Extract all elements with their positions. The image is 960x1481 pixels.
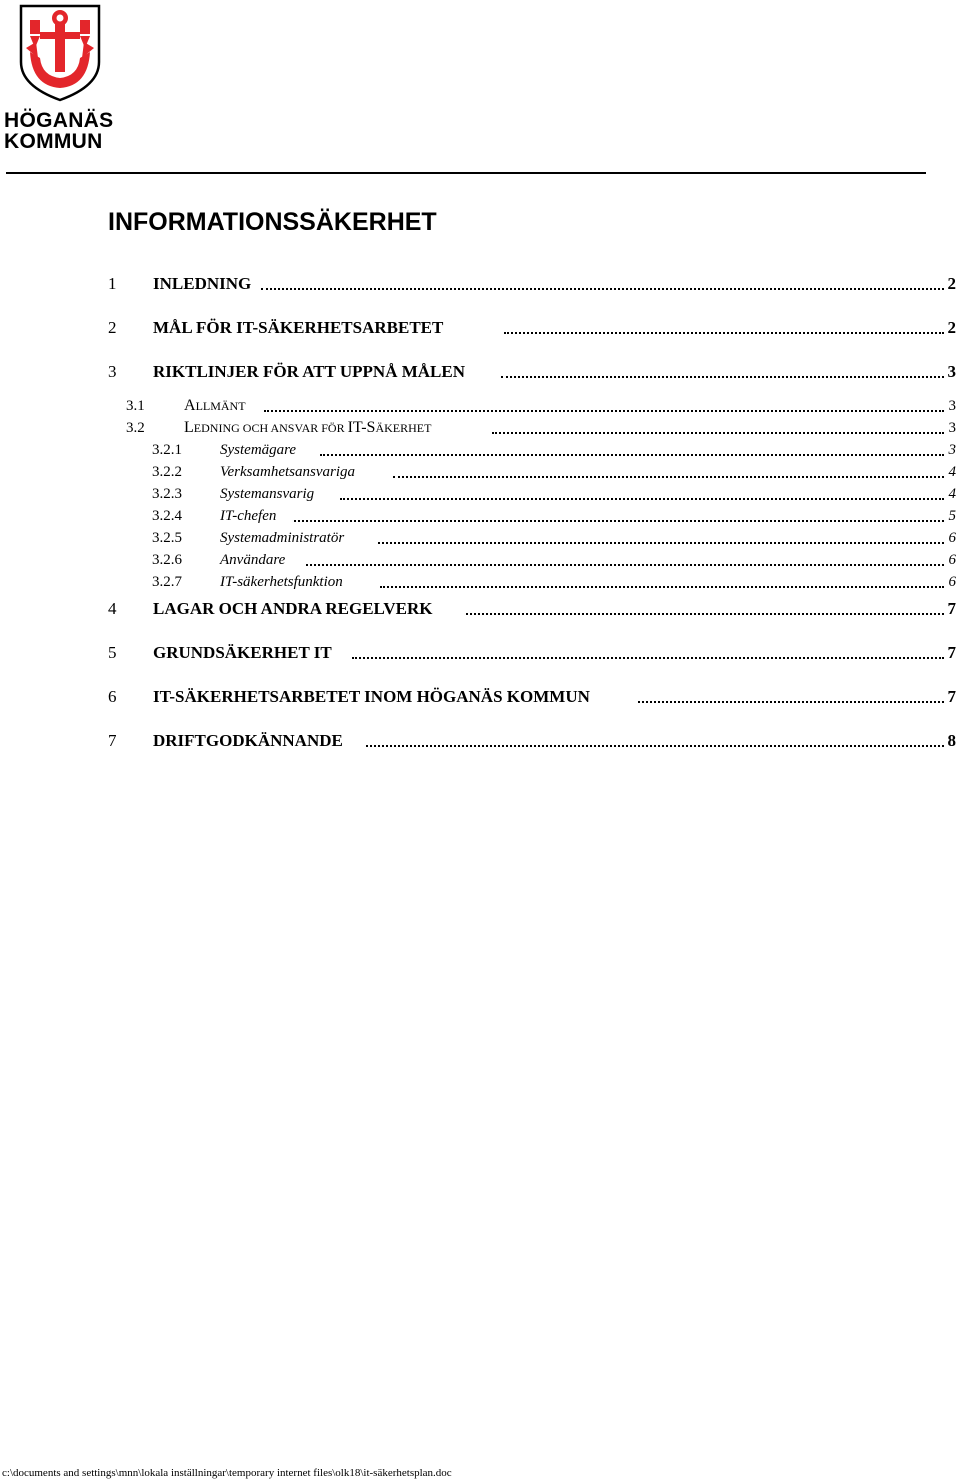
toc-page: 7 xyxy=(947,643,956,662)
toc-leader xyxy=(638,701,944,703)
toc-page: 2 xyxy=(947,318,956,337)
toc-page: 3 xyxy=(948,442,956,458)
toc-number: 3.2 xyxy=(126,420,145,436)
toc-leader xyxy=(320,454,944,456)
toc-number: 7 xyxy=(108,731,117,750)
toc-page: 8 xyxy=(947,731,956,750)
toc-entry[interactable] xyxy=(108,484,956,504)
toc-leader xyxy=(261,288,944,290)
toc-entry[interactable] xyxy=(108,362,956,382)
toc-page: 6 xyxy=(948,574,956,590)
toc-number: 3.2.2 xyxy=(152,464,182,480)
toc-label: LAGAR OCH ANDRA REGELVERK xyxy=(153,599,433,618)
toc-page: 7 xyxy=(947,687,956,706)
toc-number: 3.2.1 xyxy=(152,442,182,458)
toc-entry[interactable] xyxy=(108,572,956,592)
toc-entry[interactable] xyxy=(108,318,956,338)
toc-label: INLEDNING xyxy=(153,274,252,293)
toc-number: 6 xyxy=(108,687,117,706)
footer-file-path: c:\documents and settings\mnn\lokala inställningar\temporary internet files\olk18\it-säkerhetsplan.doc xyxy=(2,1467,452,1479)
toc-label: Systemansvarig xyxy=(220,486,315,502)
toc-entry[interactable] xyxy=(108,274,956,294)
toc-number: 3.2.5 xyxy=(152,530,182,546)
toc-label: MÅL FÖR IT-SÄKERHETSARBETET xyxy=(153,318,444,337)
toc-leader xyxy=(378,542,944,544)
toc-leader xyxy=(501,376,944,378)
toc-number: 4 xyxy=(108,599,117,618)
toc-entry[interactable] xyxy=(108,462,956,482)
toc-page: 5 xyxy=(948,508,956,524)
toc-number: 2 xyxy=(108,318,117,337)
toc-entry[interactable] xyxy=(108,731,956,751)
toc-number: 3 xyxy=(108,362,117,381)
toc-page: 3 xyxy=(948,398,956,414)
toc-leader xyxy=(366,745,944,747)
toc-label: GRUNDSÄKERHET IT xyxy=(153,643,332,662)
toc-page: 3 xyxy=(947,362,956,381)
toc-leader xyxy=(306,564,944,566)
toc-leader xyxy=(492,432,944,434)
toc-label: Systemadministratör xyxy=(220,530,345,546)
toc-leader xyxy=(294,520,944,522)
toc-entry[interactable] xyxy=(108,418,956,438)
toc-page: 7 xyxy=(947,599,956,618)
toc-page: 4 xyxy=(948,464,956,480)
toc-number: 3.1 xyxy=(126,398,145,414)
toc-entry[interactable] xyxy=(108,506,956,526)
toc-label: RIKTLINJER FÖR ATT UPPNÅ MÅLEN xyxy=(153,362,466,381)
toc-label: LEDNING OCH ANSVAR FÖR IT-SÄKERHET xyxy=(184,419,432,436)
toc-leader xyxy=(264,410,944,412)
toc-entry[interactable] xyxy=(108,599,956,619)
toc-entry[interactable] xyxy=(108,440,956,460)
toc-number: 3.2.6 xyxy=(152,552,182,568)
hoganas-kommun-logo xyxy=(4,2,116,158)
toc-label: IT-chefen xyxy=(220,508,277,524)
toc-label: ALLMÄNT xyxy=(184,397,246,414)
toc-entry[interactable] xyxy=(108,396,956,416)
toc-leader xyxy=(340,498,944,500)
logo-line-1: HÖGANÄS xyxy=(4,109,114,132)
toc-entry[interactable] xyxy=(108,528,956,548)
header-divider xyxy=(6,172,926,174)
toc-leader xyxy=(504,332,944,334)
toc-label: DRIFTGODKÄNNANDE xyxy=(153,731,343,750)
toc-label: Användare xyxy=(220,552,286,568)
toc-page: 2 xyxy=(947,274,956,293)
toc-leader xyxy=(393,476,944,478)
toc-page: 6 xyxy=(948,530,956,546)
toc-number: 3.2.3 xyxy=(152,486,182,502)
toc-number: 3.2.7 xyxy=(152,574,182,590)
logo-wordmark xyxy=(4,110,122,152)
toc-entry[interactable] xyxy=(108,687,956,707)
toc-label: IT-SÄKERHETSARBETET INOM HÖGANÄS KOMMUN xyxy=(153,687,590,706)
toc-number: 1 xyxy=(108,274,117,293)
toc-leader xyxy=(352,657,944,659)
toc-label: Verksamhetsansvariga xyxy=(220,464,355,480)
toc-page: 3 xyxy=(948,420,956,436)
toc-leader xyxy=(380,586,944,588)
document-title: INFORMATIONSSÄKERHET xyxy=(108,208,437,236)
anchor-coat-of-arms-icon xyxy=(18,2,102,104)
toc-leader xyxy=(466,613,944,615)
toc-entry[interactable] xyxy=(108,550,956,570)
toc-page: 4 xyxy=(948,486,956,502)
toc-entry[interactable] xyxy=(108,643,956,663)
toc-page: 6 xyxy=(948,552,956,568)
toc-number: 3.2.4 xyxy=(152,508,182,524)
toc-number: 5 xyxy=(108,643,117,662)
toc-label: IT-säkerhetsfunktion xyxy=(220,574,343,590)
logo-line-2: KOMMUN xyxy=(4,130,103,153)
toc-label: Systemägare xyxy=(220,442,297,458)
